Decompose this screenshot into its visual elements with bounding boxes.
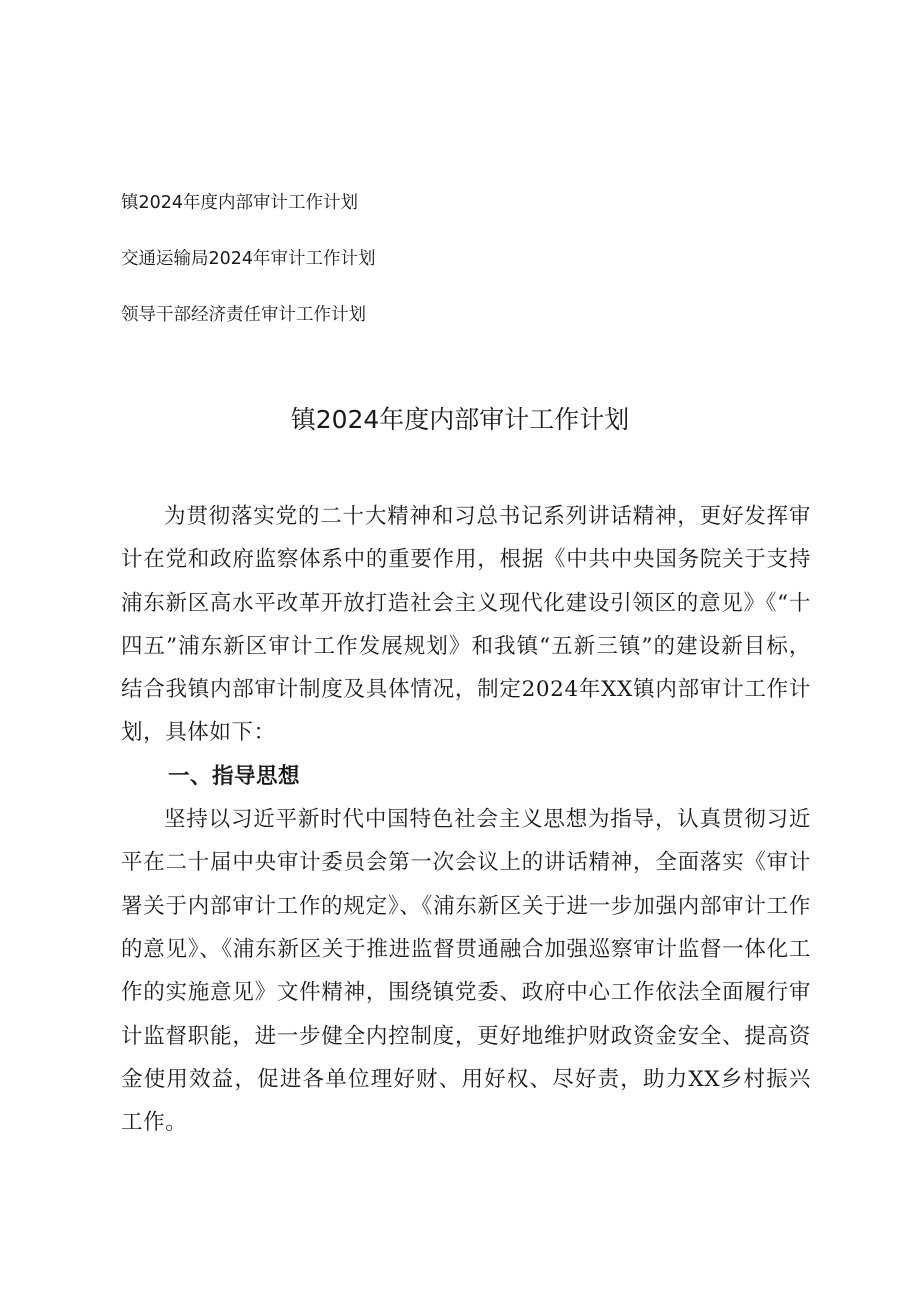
document-body — [121, 495, 811, 1144]
toc-item-transport-bureau-audit-plan[interactable]: 交通运输局2024年审计工作计划 — [121, 249, 376, 269]
toc-item-town-audit-plan[interactable]: 镇2024年度内部审计工作计划 — [121, 193, 359, 213]
section-heading-guiding-ideology: 一、指导思想 — [168, 763, 301, 789]
document-title: 镇2024年度内部审计工作计划 — [290, 405, 630, 434]
section-paragraph-guiding-ideology: 坚持以习近平新时代中国特色社会主义思想为指导，认真贯彻习近平在二十届中央审计委员会第一次会议上的讲话精神，全面落实《审计署关于内部审计工作的规定》、《浦东新区关于进一步加强内部审计工作的意见》、《浦东新区关于推进监督贯通融合加强巡察审计监督一体化工作的实施意见》文件精神，围绕镇党委、政府中心工作依法全面履行审计监督职能，进一步健全内控制度，更好地维护财政资金安全、提高资金使用效益，促进各单位理好财、用好权、尽好责，助力XX乡村振兴工作。 — [121, 807, 811, 1136]
toc-item-leadership-economic-audit-plan[interactable]: 领导干部经济责任审计工作计划 — [121, 305, 366, 325]
table-of-contents — [121, 188, 721, 356]
intro-paragraph: 为贯彻落实党的二十大精神和习总书记系列讲话精神，更好发挥审计在党和政府监察体系中的重要作用，根据《中共中央国务院关于支持浦东新区高水平改革开放打造社会主义现代化建设引领区的意见》《“十四五”浦东新区审计工作发展规划》和我镇“五新三镇”的建设新目标，结合我镇内部审计制度及具体情况，制定2024年XX镇内部审计工作计划，具体如下： — [121, 504, 811, 746]
